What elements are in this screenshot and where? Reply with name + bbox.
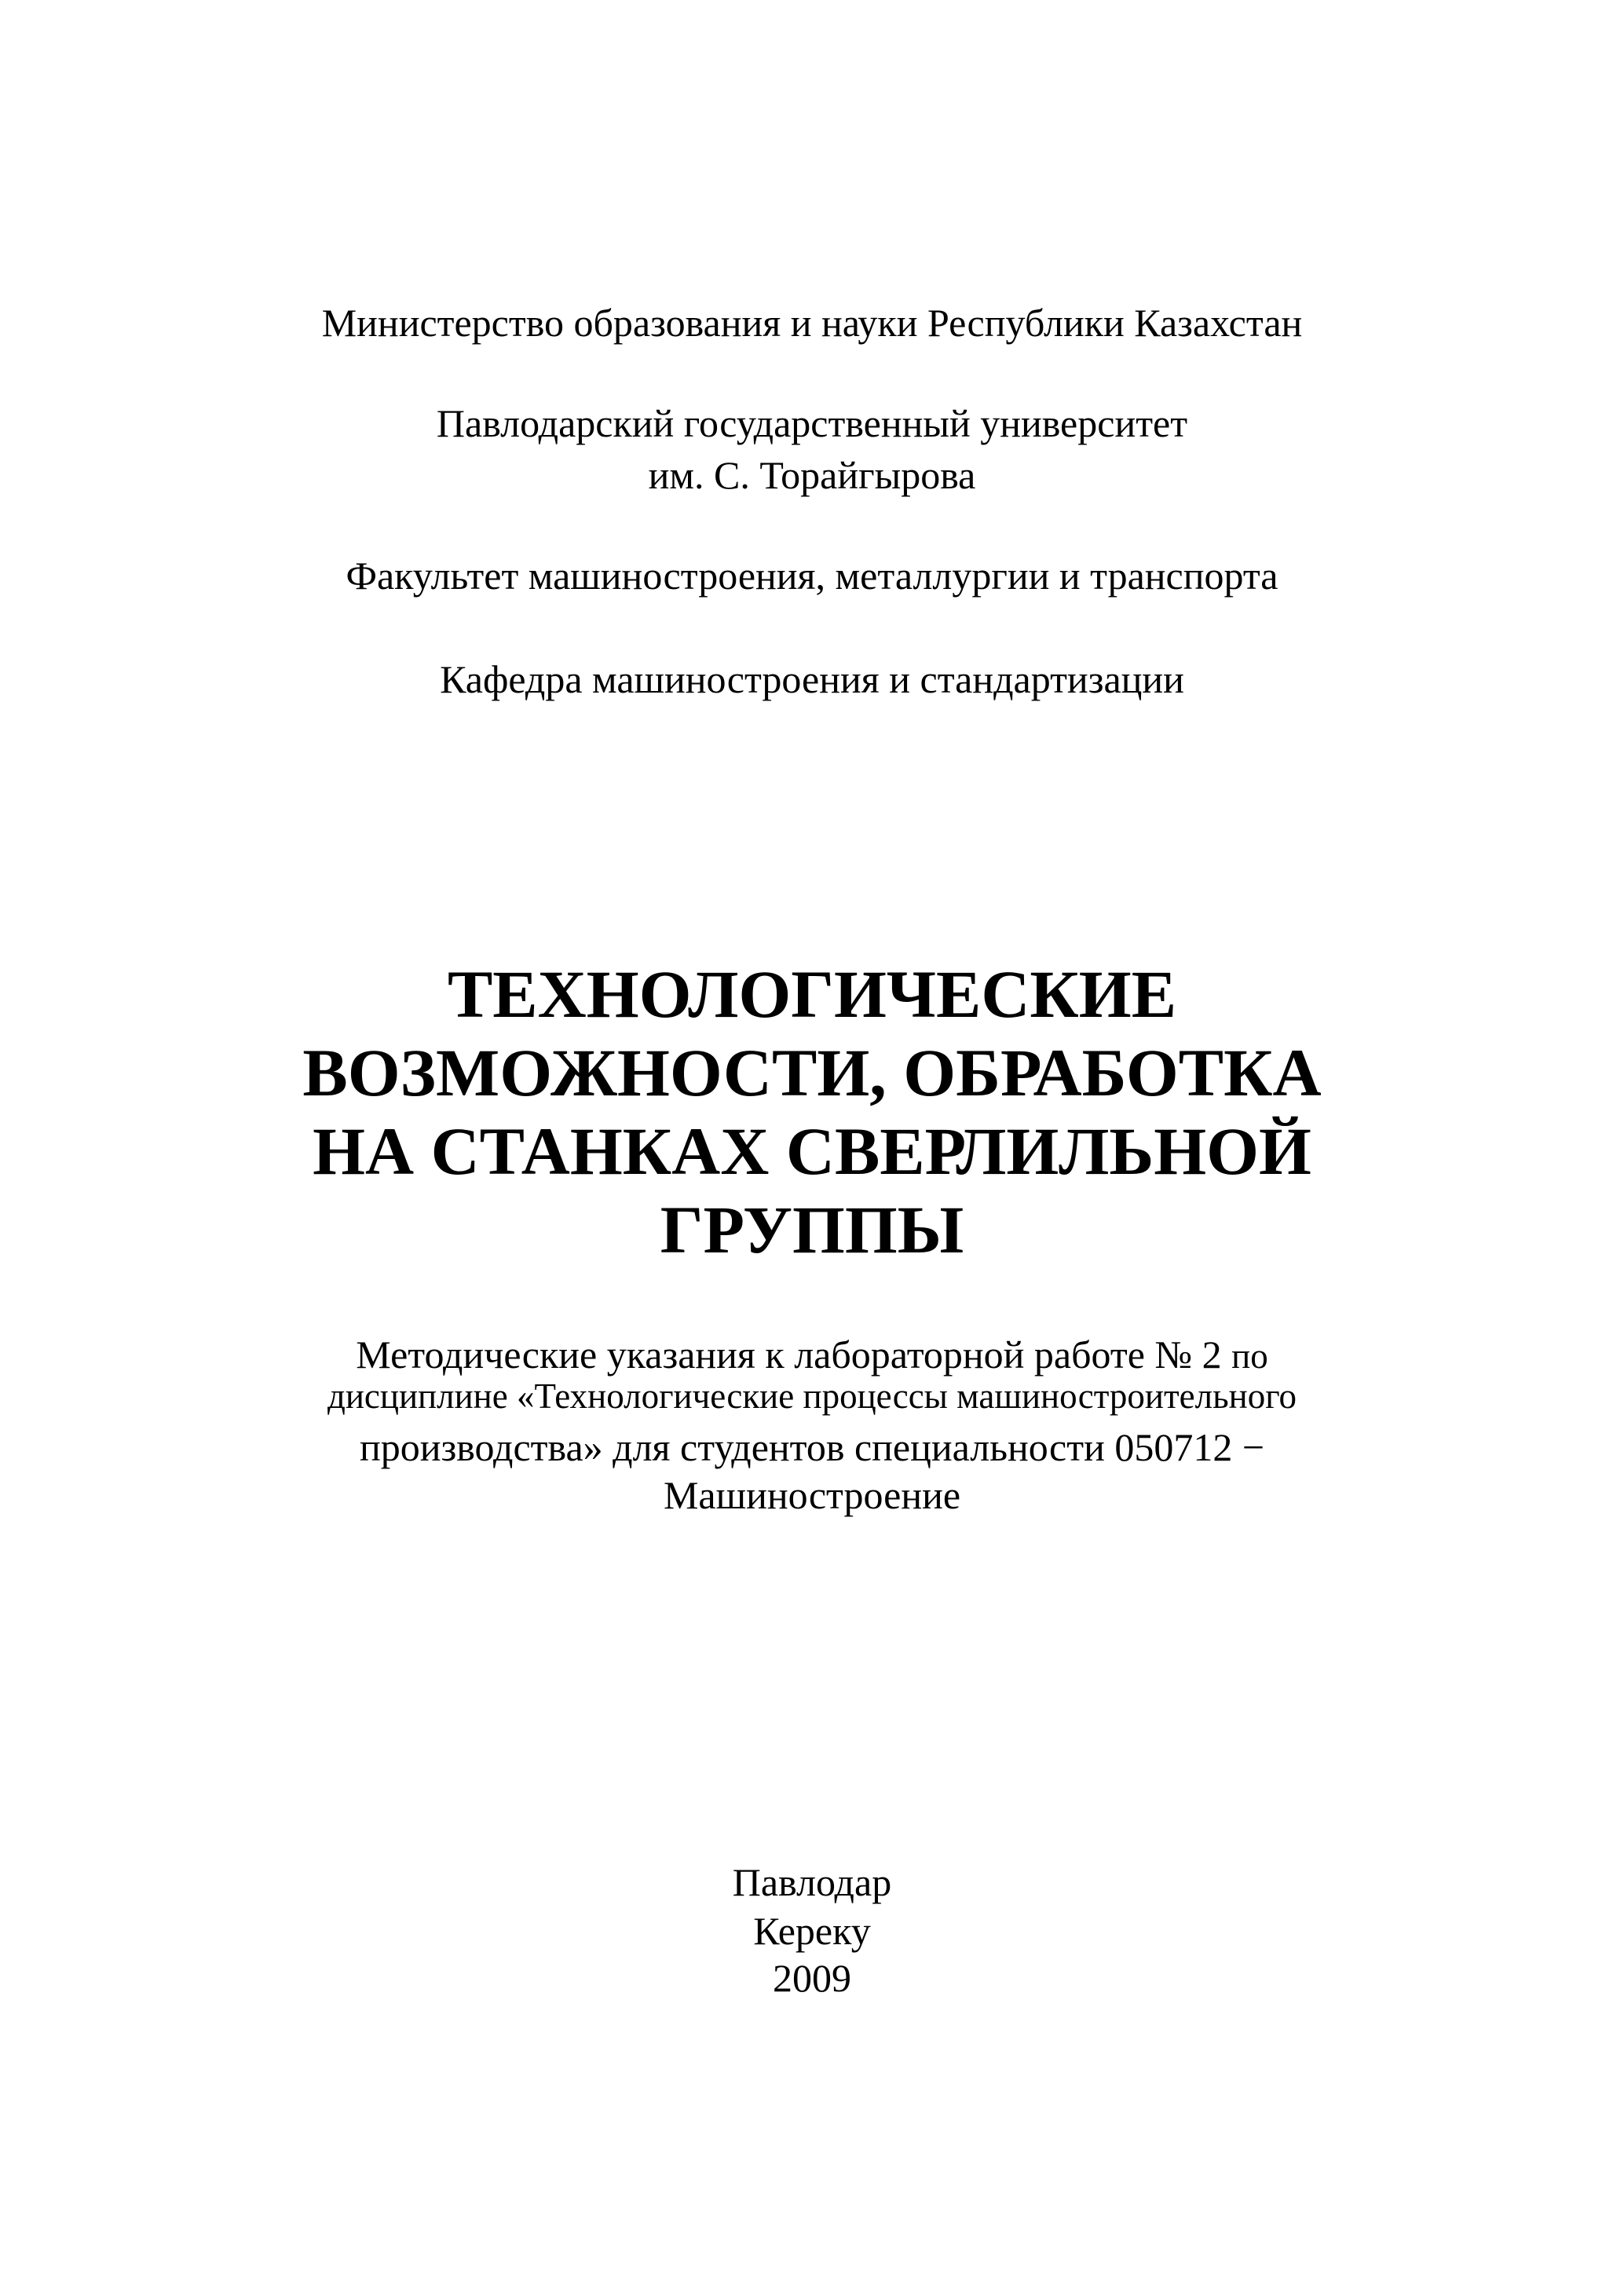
title-line-3: НА СТАНКАХ СВЕРЛИЛЬНОЙ	[313, 1113, 1311, 1189]
title-line-4: ГРУППЫ	[660, 1192, 964, 1267]
imprint-publisher: Кереку	[753, 1909, 871, 1953]
faculty-name: Факультет машиностроения, металлургии и транспорта	[346, 554, 1278, 598]
subtitle-line-4: Машиностроение	[663, 1473, 961, 1517]
subtitle-line-1-main: Методические указания к лабораторной работе № 2	[356, 1333, 1222, 1377]
subtitle-line-3: производства» для студентов специальности 050712 −	[359, 1425, 1265, 1469]
title-line-2: ВОЗМОЖНОСТИ, ОБРАБОТКА	[302, 1035, 1322, 1110]
subtitle-line-1	[0, 1333, 1624, 1377]
imprint-year: 2009	[773, 1956, 851, 2000]
university-name-line1: Павлодарский государственный университет	[436, 401, 1188, 445]
title-line-1: ТЕХНОЛОГИЧЕСКИЕ	[447, 956, 1177, 1032]
department-name: Кафедра машиностроения и стандартизации	[440, 657, 1184, 701]
ministry-name: Министерство образования и науки Республики Казахстан	[321, 301, 1303, 345]
university-name-line2: им. С. Торайгырова	[648, 453, 976, 497]
imprint-city: Павлодар	[732, 1860, 892, 1904]
subtitle-line-1-tail: по	[1231, 1336, 1268, 1376]
subtitle-line-2: дисциплине «Технологические процессы машиностроительного	[327, 1377, 1297, 1416]
